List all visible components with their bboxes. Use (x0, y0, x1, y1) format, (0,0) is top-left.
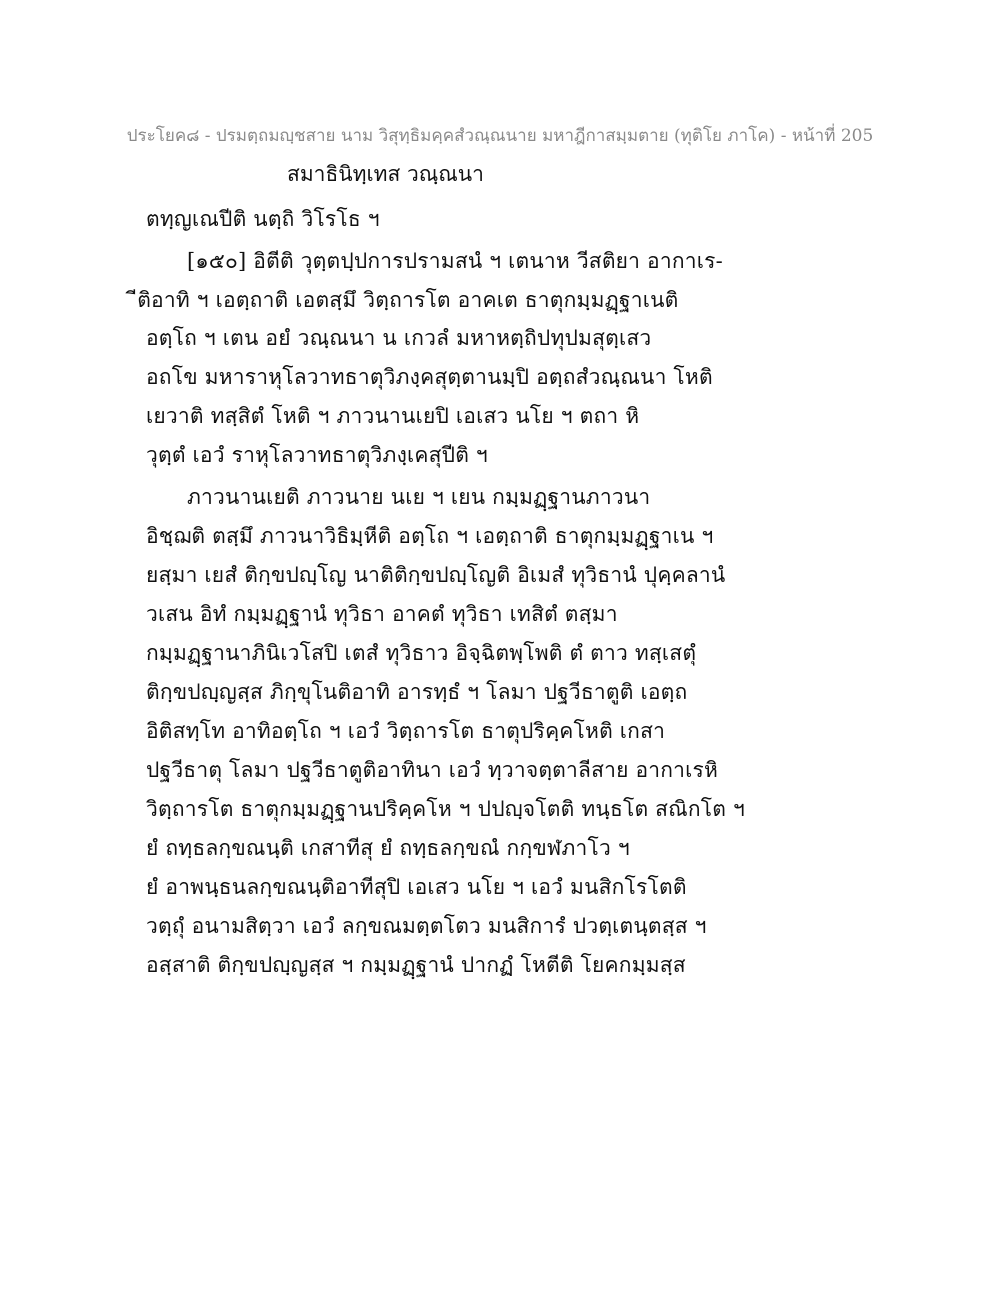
text-line: อตฺโถ ฯ เตน อยํ วณฺณนา น เกวลํ มหาหตฺถิปทุปมสุตฺเสว (146, 326, 652, 350)
text-line: ติกฺขปญฺญสฺส ภิกฺขุโนติอาทิ อารทฺธํ ฯ โลมา ปฐวีธาตูติ เอตฺถ (146, 680, 688, 704)
text-line: วิตฺถารโต ธาตุกมฺมฏฺฐานปริคฺคโห ฯ ปปญฺจโตติ ทนฺธโต สณิกโต ฯ (146, 797, 745, 821)
section-title: สมาธินิทฺเทส วณฺณนา (287, 162, 484, 186)
text-line: อิชฺฌติ ตสฺมึ ภาวนาวิธิมฺหีติ อตฺโถ ฯ เอตฺถาติ ธาตุกมฺมฏฺฐาเน ฯ (146, 524, 714, 548)
text-line: [๑๕๐] อิตีติ วุตฺตปฺปการปรามสนํ ฯ เตนาห วีสติยา อากาเร- (187, 249, 723, 273)
text-line: ภาวนานเยติ ภาวนาย นเย ฯ เยน กมฺมฏฺฐานภาวนา (187, 485, 651, 509)
text-line: ีติอาทิ ฯ เอตฺถาติ เอตสฺมึ วิตฺถารโต อาคเต ธาตุกมฺมฏฺฐาเนติ (137, 288, 679, 312)
text-line: เยวาติ ทสฺสิตํ โหติ ฯ ภาวนานเยปิ เอเสว นโย ฯ ตถา หิ (146, 404, 640, 428)
text-line: วเสน อิทํ กมฺมฏฺฐานํ ทุวิธา อาคตํ ทุวิธา เทสิตํ ตสฺมา (146, 602, 618, 626)
text-line: กมฺมฏฺฐานาภินิเวโสปิ เตสํ ทุวิธาว อิจฺฉิตพฺโพติ ตํ ตาว ทสฺเสตุํ (146, 641, 697, 665)
text-line: ตทฺญเณปีติ นตฺถิ วิโรโธ ฯ (146, 207, 380, 231)
running-header: ประโยค๘ - ปรมตฺถมญฺชสาย นาม วิสุทฺธิมคฺคสํวณฺณนาย มหาฎีกาสมฺมตาย (ทุติโย ภาโค) - หน้าที่ 205 (126, 126, 874, 146)
text-line: อสฺสาติ ติกฺขปญฺญสฺส ฯ กมฺมฏฺฐานํ ปากฏํ โหตีติ โยคกมฺมสฺส (146, 953, 686, 977)
text-line: ยสฺมา เยสํ ติกฺขปญฺโญ นาติติกฺขปญฺโญติ อิเมสํ ทุวิธานํ ปุคฺคลานํ (146, 563, 726, 587)
text-line: ปฐวีธาตุ โลมา ปฐวีธาตูติอาทินา เอวํ ทฺวาจตฺตาลีสาย อากาเรหิ (146, 758, 719, 782)
text-line: อิติสทฺโท อาทิอตฺโถ ฯ เอวํ วิตฺถารโต ธาตุปริคฺคโหติ เกสา (146, 719, 666, 743)
text-line: อถโข มหาราหุโลวาทธาตุวิภงฺคสุตฺตานมฺปิ อตฺถสํวณฺณนา โหติ (146, 365, 713, 389)
text-line: วุตฺตํ เอวํ ราหุโลวาทธาตุวิภงฺเคสุปีติ ฯ (146, 443, 488, 467)
text-line: ยํ อาพนฺธนลกฺขณนฺติอาทีสุปิ เอเสว นโย ฯ เอวํ มนสิกโรโตติ (146, 875, 687, 899)
text-line: ยํ ถทฺธลกฺขณนฺติ เกสาทีสุ ยํ ถทฺธลกฺขณํ กกฺขฬภาโว ฯ (146, 836, 630, 860)
text-line: วตฺถุํ อนามสิตฺวา เอวํ ลกฺขณมตฺตโตว มนสิการํ ปวตฺเตนฺตสฺส ฯ (146, 914, 707, 938)
